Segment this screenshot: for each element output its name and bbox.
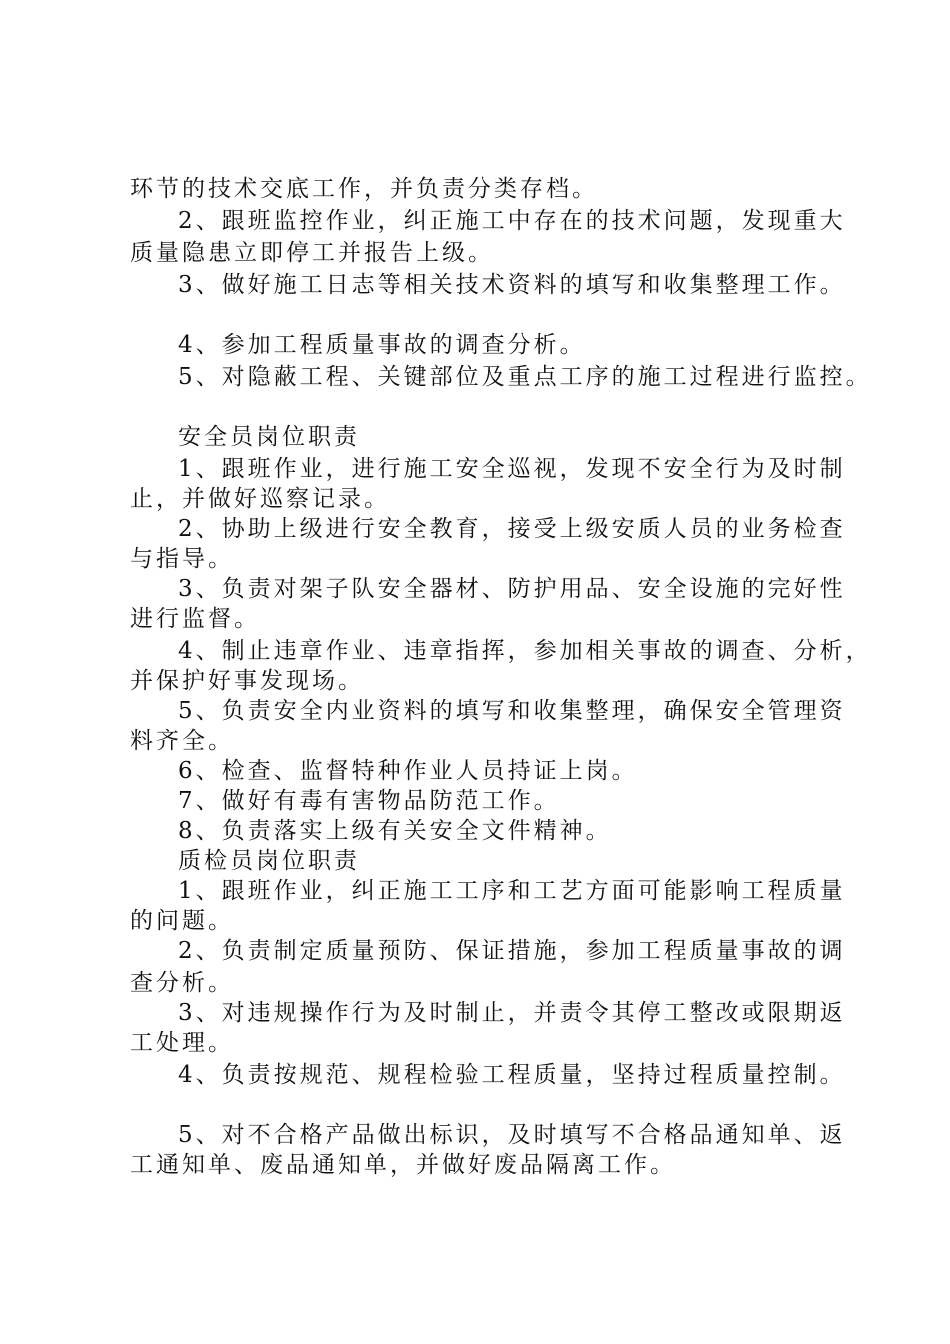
text-line: 1、跟班作业，进行施工安全巡视，发现不安全行为及时制 (178, 456, 846, 482)
text-line: 环节的技术交底工作，并负责分类存档。 (130, 176, 598, 202)
text-line: 3、做好施工日志等相关技术资料的填写和收集整理工作。 (178, 272, 846, 298)
text-line: 止，并做好巡察记录。 (130, 486, 390, 512)
text-line: 4、制止违章作业、违章指挥，参加相关事故的调查、分析， (178, 638, 872, 664)
text-line: 查分析。 (130, 970, 234, 996)
text-line: 工处理。 (130, 1030, 234, 1056)
text-line: 2、负责制定质量预防、保证措施，参加工程质量事故的调 (178, 938, 846, 964)
text-line: 料齐全。 (130, 728, 234, 754)
text-line: 3、负责对架子队安全器材、防护用品、安全设施的完好性 (178, 576, 846, 602)
text-line: 7、做好有毒有害物品防范工作。 (178, 788, 560, 814)
text-line: 的问题。 (130, 908, 234, 934)
text-line: 5、对隐蔽工程、关键部位及重点工序的施工过程进行监控。 (178, 364, 872, 390)
text-line: 并保护好事发现场。 (130, 668, 364, 694)
text-line: 5、负责安全内业资料的填写和收集整理，确保安全管理资 (178, 698, 846, 724)
text-line: 2、跟班监控作业，纠正施工中存在的技术问题，发现重大 (178, 208, 846, 234)
text-line: 工通知单、废品通知单，并做好废品隔离工作。 (130, 1152, 676, 1178)
section-heading: 安全员岗位职责 (178, 424, 360, 450)
text-line: 4、参加工程质量事故的调查分析。 (178, 332, 586, 358)
text-line: 1、跟班作业，纠正施工工序和工艺方面可能影响工程质量 (178, 878, 846, 904)
text-line: 3、对违规操作行为及时制止，并责令其停工整改或限期返 (178, 1000, 846, 1026)
text-line: 5、对不合格产品做出标识，及时填写不合格品通知单、返 (178, 1122, 846, 1148)
section-heading: 质检员岗位职责 (178, 848, 360, 874)
text-line: 质量隐患立即停工并报告上级。 (130, 240, 494, 266)
text-line: 2、协助上级进行安全教育，接受上级安质人员的业务检查 (178, 516, 846, 542)
text-line: 与指导。 (130, 546, 234, 572)
text-line: 6、检查、监督特种作业人员持证上岗。 (178, 758, 638, 784)
text-line: 4、负责按规范、规程检验工程质量，坚持过程质量控制。 (178, 1062, 846, 1088)
text-line: 8、负责落实上级有关安全文件精神。 (178, 818, 612, 844)
text-line: 进行监督。 (130, 606, 260, 632)
